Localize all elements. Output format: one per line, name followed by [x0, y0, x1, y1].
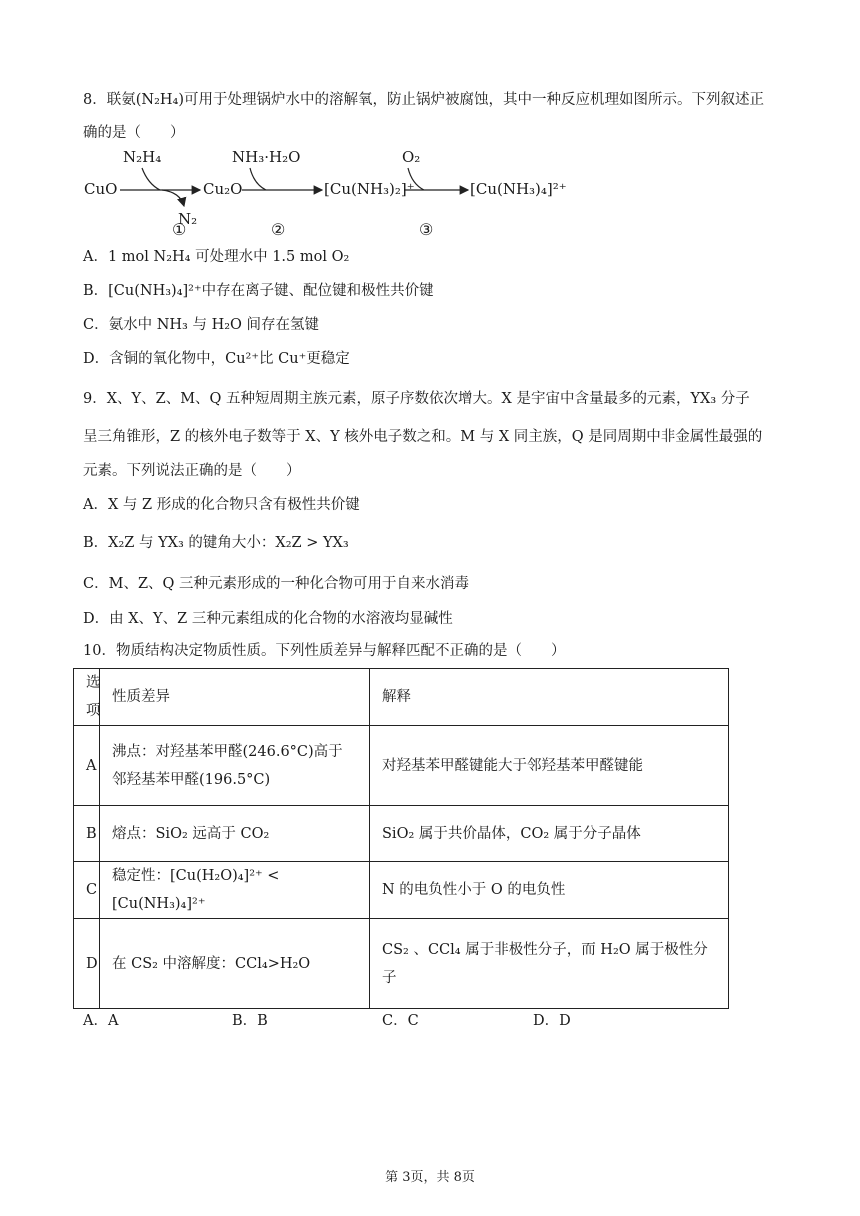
q9-option-c: C．M、Z、Q 三种元素形成的一种化合物可用于自来水消毒	[83, 576, 470, 592]
table-header-row	[74, 669, 729, 726]
row-c-explanation: N 的电负性小于 O 的电负性	[370, 862, 729, 919]
reagent-n2h4: N₂H₄	[123, 148, 162, 166]
q9-stem-line1: 9．X、Y、Z、M、Q 五种短周期主族元素，原子序数依次增大。X 是宇宙中含量最多的元素，YX₃ 分子	[83, 391, 750, 407]
q8-option-a: A．1 mol N₂H₄ 可处理水中 1.5 mol O₂	[83, 249, 350, 265]
row-c-label: C	[74, 862, 100, 919]
q10-option-c: C．C	[382, 1013, 419, 1029]
q10-stem: 10．物质结构决定物质性质。下列性质差异与解释匹配不正确的是（ ）	[83, 643, 566, 659]
q9-option-b: B．X₂Z 与 YX₃ 的键角大小：X₂Z > YX₃	[83, 535, 349, 551]
row-b-explanation: SiO₂ 属于共价晶体，CO₂ 属于分子晶体	[370, 806, 729, 862]
row-d-explanation: CS₂ 、CCl₄ 属于非极性分子，而 H₂O 属于极性分子	[370, 919, 729, 1009]
species-cu2o: Cu₂O	[203, 180, 243, 198]
row-a-label: A	[74, 726, 100, 806]
q9-stem-line2: 呈三角锥形，Z 的核外电子数等于 X、Y 核外电子数之和。M 与 X 同主族，Q 是同周期中非金属性最强的	[83, 429, 763, 445]
step-label-2: ②	[271, 220, 286, 239]
row-d-label: D	[74, 919, 100, 1009]
step-label-1: ①	[172, 220, 187, 239]
byproduct-arrow-n2	[162, 190, 184, 206]
q9-option-a: A．X 与 Z 形成的化合物只含有极性共价键	[83, 497, 360, 513]
q8-option-c: C．氨水中 NH₃ 与 H₂O 间存在氢键	[83, 317, 320, 333]
row-c-property: 稳定性：[Cu(H₂O)₄]²⁺ < [Cu(NH₃)₄]²⁺	[100, 862, 370, 919]
q9-stem-line3: 元素。下列说法正确的是（ ）	[83, 463, 301, 479]
species-cu-nh3-2: [Cu(NH₃)₂]⁺	[324, 180, 415, 198]
q8-option-d: D．含铜的氧化物中，Cu²⁺比 Cu⁺更稳定	[83, 351, 350, 367]
reagent-arrow-nh3h2o	[250, 168, 266, 190]
q10-table	[73, 668, 729, 1009]
q8-stem-line2: 确的是（ ）	[83, 125, 185, 141]
row-d-property: 在 CS₂ 中溶解度：CCl₄>H₂O	[100, 919, 370, 1009]
table-row	[74, 806, 729, 862]
row-a-explanation: 对羟基苯甲醛键能大于邻羟基苯甲醛键能	[370, 726, 729, 806]
species-cu-nh3-4: [Cu(NH₃)₄]²⁺	[470, 180, 567, 198]
species-cuo: CuO	[84, 180, 118, 198]
step-label-3: ③	[419, 220, 434, 239]
table-row	[74, 862, 729, 919]
q8-stem-line1: 8．联氨(N₂H₄)可用于处理锅炉水中的溶解氧，防止锅炉被腐蚀，其中一种反应机理如图所示。下列叙述正	[83, 92, 764, 108]
q8-option-b: B．[Cu(NH₃)₄]²⁺中存在离子键、配位键和极性共价键	[83, 283, 434, 299]
q10-option-d: D．D	[533, 1013, 571, 1029]
q10-option-b: B．B	[232, 1013, 268, 1029]
header-explanation: 解释	[370, 669, 729, 726]
row-a-property: 沸点：对羟基苯甲醛(246.6°C)高于邻羟基苯甲醛(196.5°C)	[100, 726, 370, 806]
byproduct-n2: N₂	[178, 210, 198, 228]
row-b-property: 熔点：SiO₂ 远高于 CO₂	[100, 806, 370, 862]
reagent-o2: O₂	[402, 148, 421, 166]
reagent-arrow-n2h4	[142, 168, 160, 190]
header-property: 性质差异	[100, 669, 370, 726]
table-row	[74, 919, 729, 1009]
reagent-nh3h2o: NH₃·H₂O	[232, 148, 301, 166]
page-footer: 第 3页，共 8页	[385, 1170, 475, 1185]
q10-option-a: A．A	[83, 1013, 119, 1029]
row-b-label: B	[74, 806, 100, 862]
header-option: 选项	[74, 669, 100, 726]
table-row	[74, 726, 729, 806]
reaction-mechanism-diagram	[0, 140, 600, 250]
q9-option-d: D．由 X、Y、Z 三种元素组成的化合物的水溶液均显碱性	[83, 611, 453, 627]
